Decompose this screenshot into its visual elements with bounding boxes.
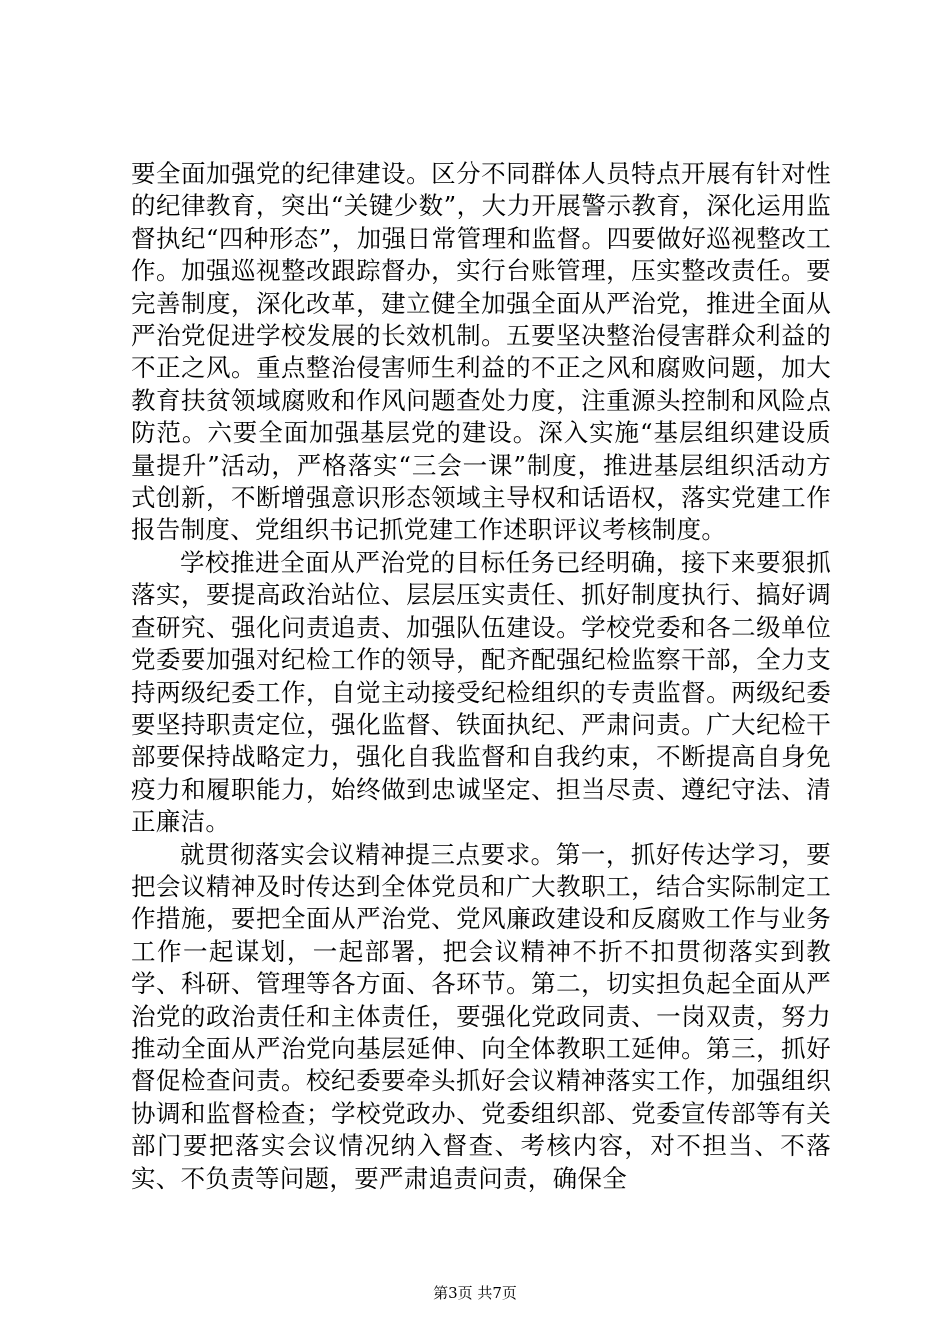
paragraph: 学校推进全面从严治党的目标任务已经明确，接下来要狠抓落实，要提高政治站位、层层压实责任、抓好制度执行、搞好调查研究、强化问责追责、加强队伍建设。学校党委和各二级单位党委要加强对纪检工作的领导，配齐配强纪检监察干部，全力支持两级纪委工作，自觉主动接受纪检组织的专责监督。两级纪委要坚持职责定位，强化监督、铁面执纪、严肃问责。广大纪检干部要保持战略定力，强化自我监督和自我约束，不断提高自身免疫力和履职能力，始终做到忠诚坚定、担当尽责、遵纪守法、清正廉洁。: [131, 547, 831, 837]
paragraph: 就贯彻落实会议精神提三点要求。第一，抓好传达学习，要把会议精神及时传达到全体党员和广大教职工，结合实际制定工作措施，要把全面从严治党、党风廉政建设和反腐败工作与业务工作一起谋划，一起部署，把会议精神不折不扣贯彻落实到教学、科研、管理等各方面、各环节。第二，切实担负起全面从严治党的政治责任和主体责任，要强化党政同责、一岗双责，努力推动全面从严治党向基层延伸、向全体教职工延伸。第三，抓好督促检查问责。校纪委要牵头抓好会议精神落实工作，加强组织协调和监督检查；学校党政办、党委组织部、党委宣传部等有关部门要把落实会议情况纳入督查、考核内容，对不担当、不落实、不负责等问题，要严肃追责问责，确保全: [131, 839, 831, 1193]
paragraph: 要全面加强党的纪律建设。区分不同群体人员特点开展有针对性的纪律教育，突出“关键少数”，大力开展警示教育，深化运用监督执纪“四种形态”，加强日常管理和监督。四要做好巡视整改工作。加强巡视整改跟踪督办，实行台账管理，压实整改责任。要完善制度，深化改革，建立健全加强全面从严治党，推进全面从严治党促进学校发展的长效机制。五要坚决整治侵害群众利益的不正之风。重点整治侵害师生利益的不正之风和腐败问题，加大教育扶贫领域腐败和作风问题查处力度，注重源头控制和风险点防范。六要全面加强基层党的建设。深入实施“基层组织建设质量提升”活动，严格落实“三会一课”制度，推进基层组织活动方式创新，不断增强意识形态领域主导权和话语权，落实党建工作报告制度、党组织书记抓党建工作述职评议考核制度。: [131, 159, 831, 545]
document-body: [131, 158, 831, 1195]
page-number-footer: 第3页 共7页: [433, 1284, 517, 1302]
